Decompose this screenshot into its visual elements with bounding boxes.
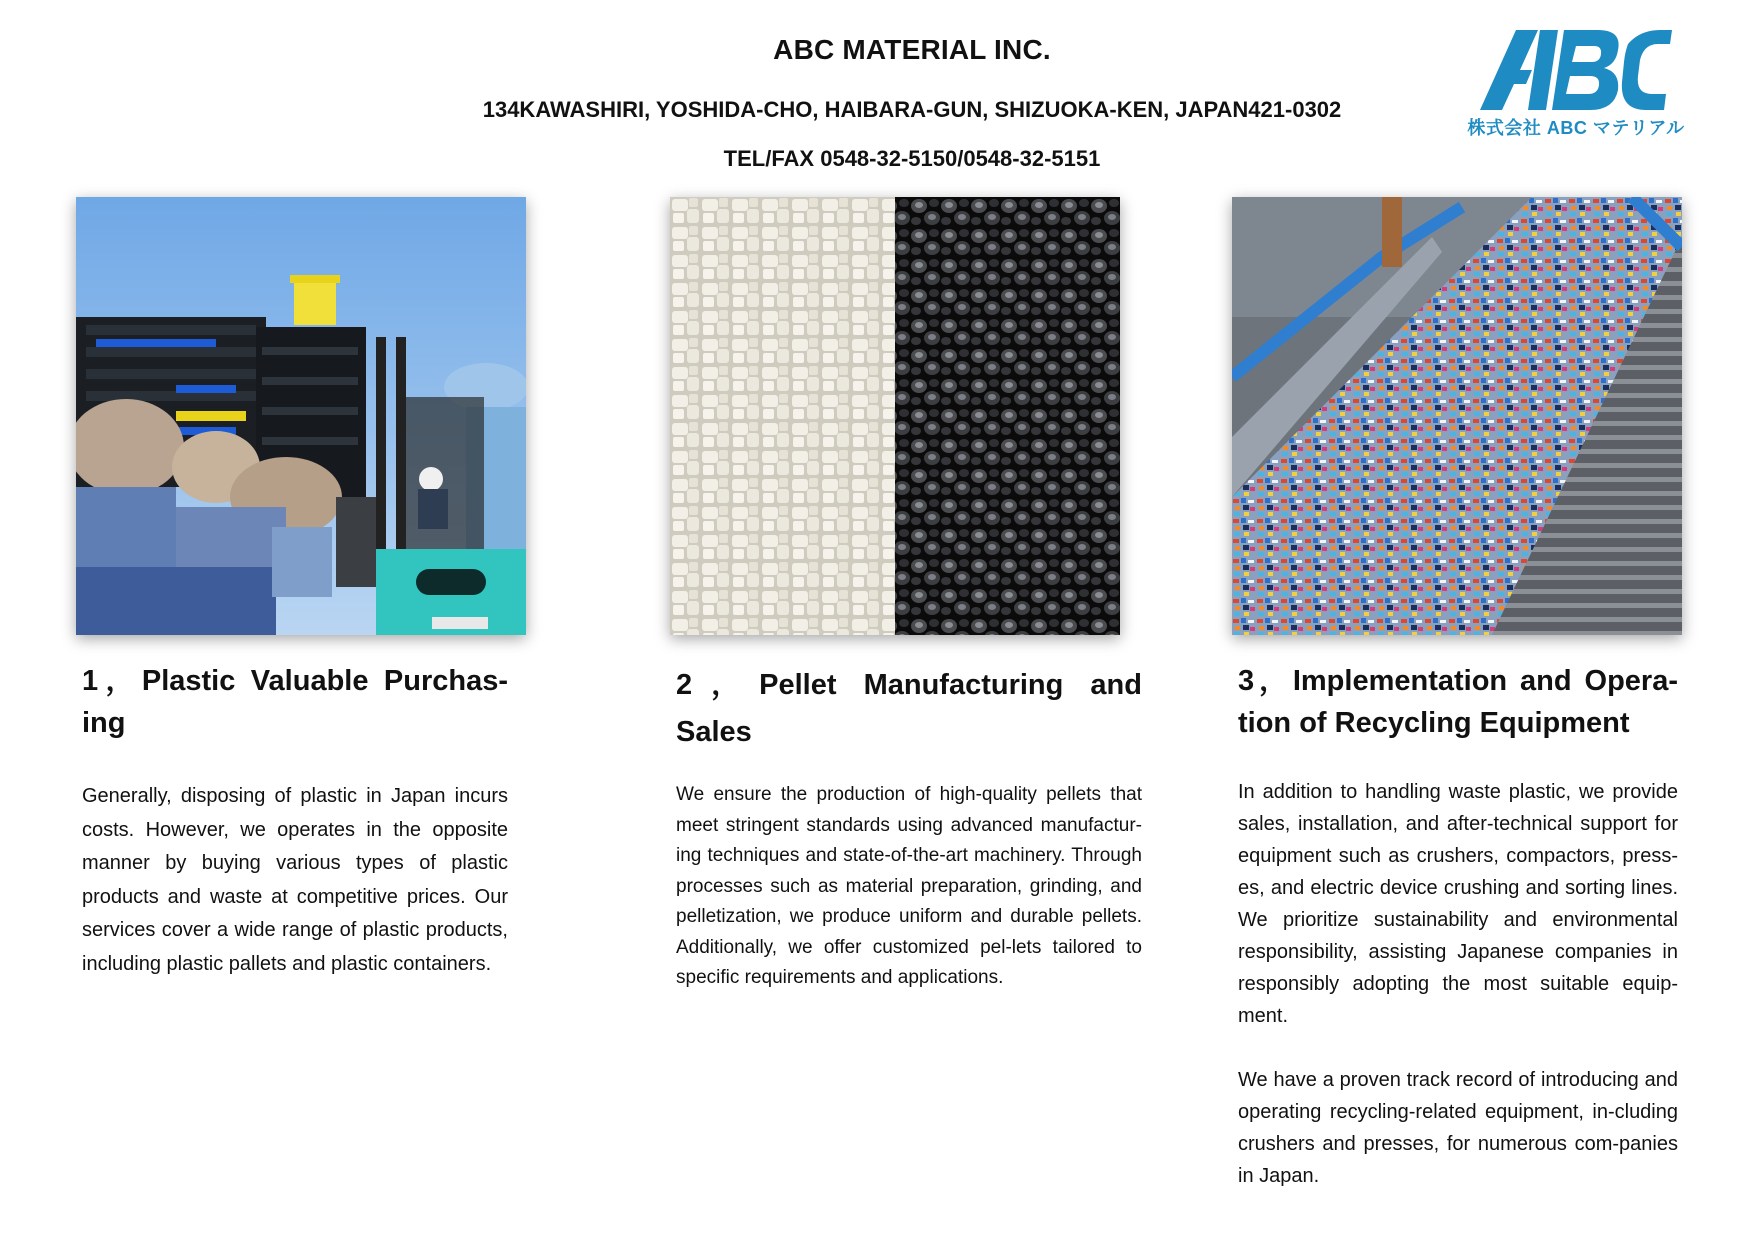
logo-caption: 株式会社 ABC マテリアル (1467, 118, 1685, 138)
section-1-body: Generally, disposing of plastic in Japan incurs costs. However, we operates in the opposite manner by buying various types of plastic products and waste at competitive prices. Our services cover a wide range of plastic products, including plastic pallets and plastic containers. (82, 785, 508, 975)
section-3-body-2: We have a proven track record of introducing and operating recycling-related equipment, in-cluding crushers and presses, for numerous com-panies in Japan. (1238, 1069, 1678, 1187)
section-3-heading: 3，Implementation and Opera-tion of Recycling Equipment (1238, 665, 1678, 739)
section-2-body: We ensure the production of high-quality pellets that meet stringent standards using advanced manufactur-ing techniques and state-of-the-art machinery. Through processes such as material preparation, grinding, and pelletization, we produce uniform and durable pellets. Additionally, we offer customized pel-lets tailored to specific requirements and applications. (676, 784, 1142, 988)
company-name: ABC MATERIAL INC. (773, 34, 1051, 65)
white-and-black-pellets-photo (670, 197, 1120, 635)
company-logo (1466, 30, 1686, 140)
abc-logo-mark (1480, 30, 1672, 114)
recycling-conveyor-photo (1232, 197, 1682, 635)
section-1-heading: 1，Plastic Valuable Purchas-ing (82, 665, 508, 739)
company-address: 134KAWASHIRI, YOSHIDA-CHO, HAIBARA-GUN, SHIZUOKA-KEN, JAPAN421-0302 (482, 97, 1342, 122)
section-3-body: In addition to handling waste plastic, we provide sales, installation, and after-technical support for equipment such as crushers, compactors, press-es, and electric device crushing and sorting lines. We prioritize sustainability and environmental responsibility, assisting Japanese companies in responsibly adopting the most suitable equip-ment. (1238, 781, 1678, 1027)
section-2-heading: 2，Pellet Manufacturing and Sales (676, 669, 1142, 748)
company-contact: TEL/FAX 0548-32-5150/0548-32-5151 (723, 146, 1101, 171)
forklift-plastic-pallets-photo (76, 197, 526, 635)
